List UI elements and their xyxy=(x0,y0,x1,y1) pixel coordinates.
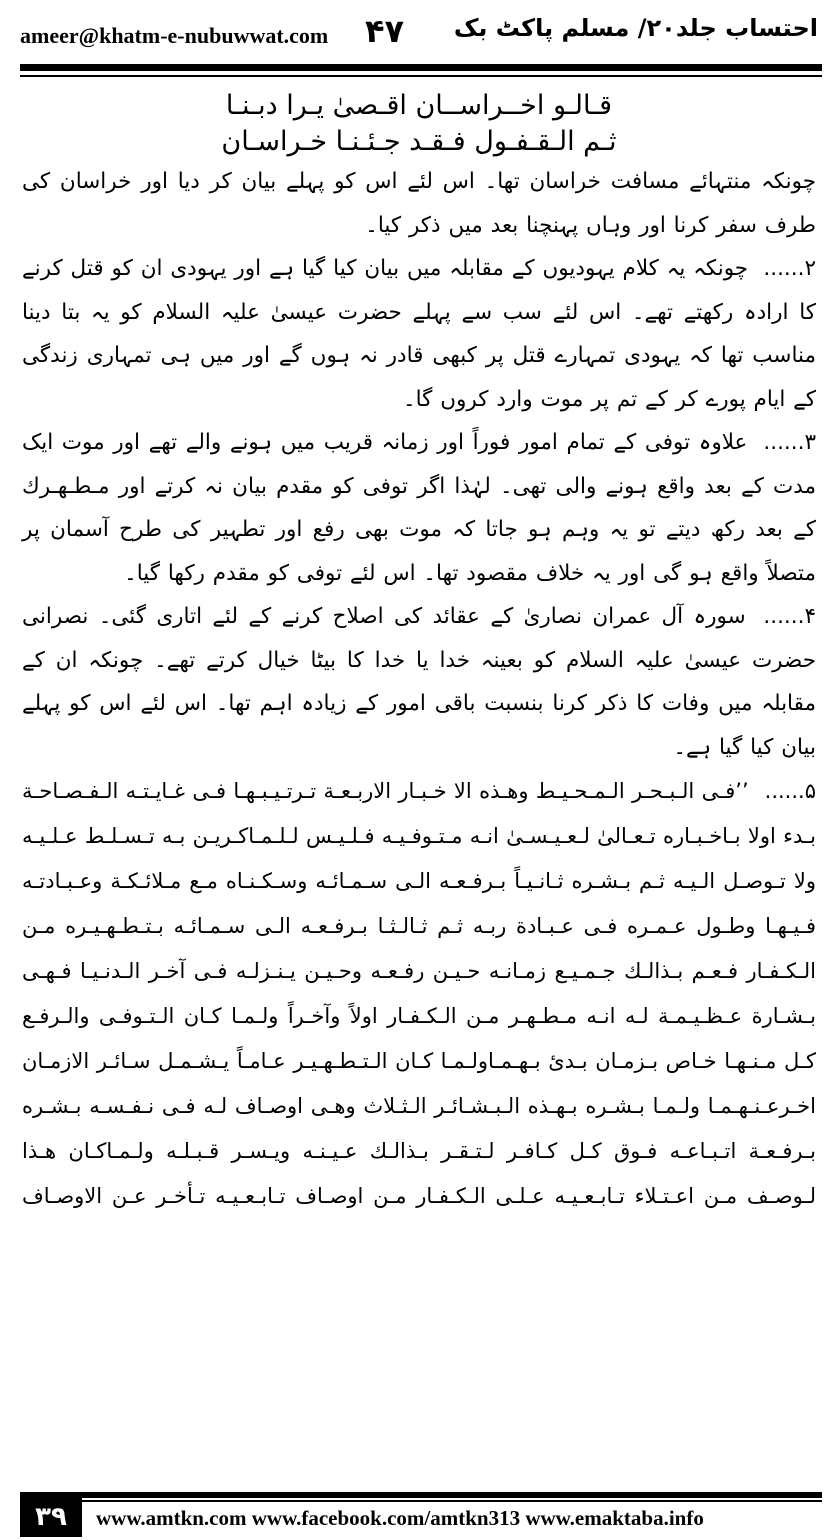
paragraph-3-number: ۳...... xyxy=(763,430,816,455)
header-email: ameer@khatm-e-nubuwwat.com xyxy=(20,23,329,48)
header-rule-thin xyxy=(20,75,822,77)
paragraph-2-text: چونکہ یہ کلام یہودیوں کے مقابلہ میں بیان کیا گیا ہے اور یہودی ان کو قتل کرنے کا ارادہ رکھتے تھے۔ اس لئے سب سے پہلے حضرت عیسیٰ علیہ السلام کو یہ بتا دینا مناسب تھا کہ یہودی تمہارے قتل پر کبھی قادر نہ ہوں گے اور میں ہی تمہاری زندگی کے ایام پورے کر کے تم پر موت وارد کروں گا۔ xyxy=(22,256,816,412)
paragraph-4-number: ۴...... xyxy=(763,604,816,629)
header-book-title: احتساب جلد۲۰/ مسلم پاکٹ بک xyxy=(453,14,818,42)
arabic-quote-number: ۵...... xyxy=(764,779,816,803)
arabic-quote-text: ’’فـی الـبـحـر الـمـحـیـط وهـذه الا خـبـار الاربـعـة تـرتـیـبـهـا فـی غـایـتـه الـفـصـاحـة بـدء اولا بـاخـبـاره تـعـالیٰ لـعـیـسـیٰ انـه مـتـوفـیـه فـلـیـس لـلـمـاکـریـن بـه تـسـلـط عـلـیـه ولا تـوصـل الـیـه ثـم بـشـره ثـانـیـاً بـرفـعـه الـی سـمـائـه وسـکـنـاه مـع مـلائـکـة وعـبـادتـه فـیـهـا وطـول عـمـره فـی عـبـادة ربـه ثـم ثـالـثـا بـرفـعـه الـی سـمـائـه بـتـطـهـیـره مـن الـکـفـار فـعـم بـذالـك جـمـیـع زمـانـه حـیـن رفـعـه وحـیـن یـنـزلـه فـی آخـر الـدنـیـا فـهـی بـشـارة عـظـیـمـة لـه انـه مـطـهـر مـن الـکـفـار اولاً وآخـراً ولـمـا کـان الـتـوفـی والـرفـع کـل مـنـهـا خـاص بـزمـان بـدئ بـهـمـاولـمـا کـان الـتـطـهـیـر عـامـاً یـشـمـل سـائـر الازمـان اخـرعـنـهـمـا ولـمـا بـشـره بـهـذه الـبـشـائـر الـثـلاث وهـی اوصـاف لـه فـی نـفـسـه بـشـره بـرفـعـة اتـبـاعـه فـوق کـل کـافـر لـتـقـر بـذالـك عـیـنـه ویـسـر قـبـلـه ولـمـاکـان هـذا لـوصـف مـن اعـتـلاء تـابـعـیـه عـلـی الـکـفـار مـن اوصـاف تـابـعـیـه تـأخـر عـن الاوصـاف xyxy=(22,779,816,1208)
paragraph-1 xyxy=(22,160,816,247)
header-page-number: ۴۷ xyxy=(365,12,405,50)
paragraph-2-number: ۲...... xyxy=(763,256,816,281)
footer-page-number: ۳۹ xyxy=(20,1497,82,1537)
paragraph-1-text: چونکہ منتہائے مسافت خراسان تھا۔ اس لئے اس کو پہلے بیان کر دیا اور خراسان کی طرف سفر کرنا اور وہاں پہنچنا بعد میں ذکر کیا۔ xyxy=(22,169,816,238)
page-body xyxy=(22,88,816,1219)
arabic-quote xyxy=(22,769,816,1219)
header-rule-thick xyxy=(20,64,822,71)
footer-rule-thin xyxy=(20,1500,822,1502)
verse-line-2: ثـم الـقـفـول فـقـد جـئـنـا خـراسـان xyxy=(221,126,617,157)
paragraph-4 xyxy=(22,595,816,769)
paragraph-2 xyxy=(22,247,816,421)
page-header xyxy=(0,0,840,62)
footer-website-links: www.amtkn.com www.facebook.com/amtkn313 www.emaktaba.info xyxy=(96,1506,704,1530)
paragraph-3-text: علاوہ توفی کے تمام امور فوراً اور زمانہ قریب میں ہونے والے تھے اور موت ایک مدت کے بعد واقع ہونے والی تھی۔ لہٰذا اگر توفی کو مقدم بیان نہ کرتے اور مـطـهـرك کے بعد رکھ دیتے تو یہ وہم ہو جاتا کہ موت بھی رفع اور تطہیر کی طرح آسمان پر متصلاً واقع ہو گی اور یہ خلاف مقصود تھا۔ اس لئے توفی کو مقدم رکھا گیا۔ xyxy=(22,430,816,586)
paragraph-4-text: سورہ آل عمران نصاریٰ کے عقائد کی اصلاح کرنے کے لئے اتاری گئی۔ نصرانی حضرت عیسیٰ علیہ السلام کو بعینہ خدا یا خدا کا بیٹا خیال کرتے تھے۔ چونکہ ان کے مقابلہ میں وفات کا ذکر کرنا بنسبت باقی امور کے زیادہ اہم تھا۔ اس لئے اس کو پہلے بیان کیا گیا ہے۔ xyxy=(22,604,816,760)
footer-rule-thick xyxy=(20,1492,822,1498)
paragraph-3 xyxy=(22,421,816,595)
verse-line-1: قـالـو اخــراســان اقـصیٰ یـرا دبـنـا xyxy=(225,90,613,121)
